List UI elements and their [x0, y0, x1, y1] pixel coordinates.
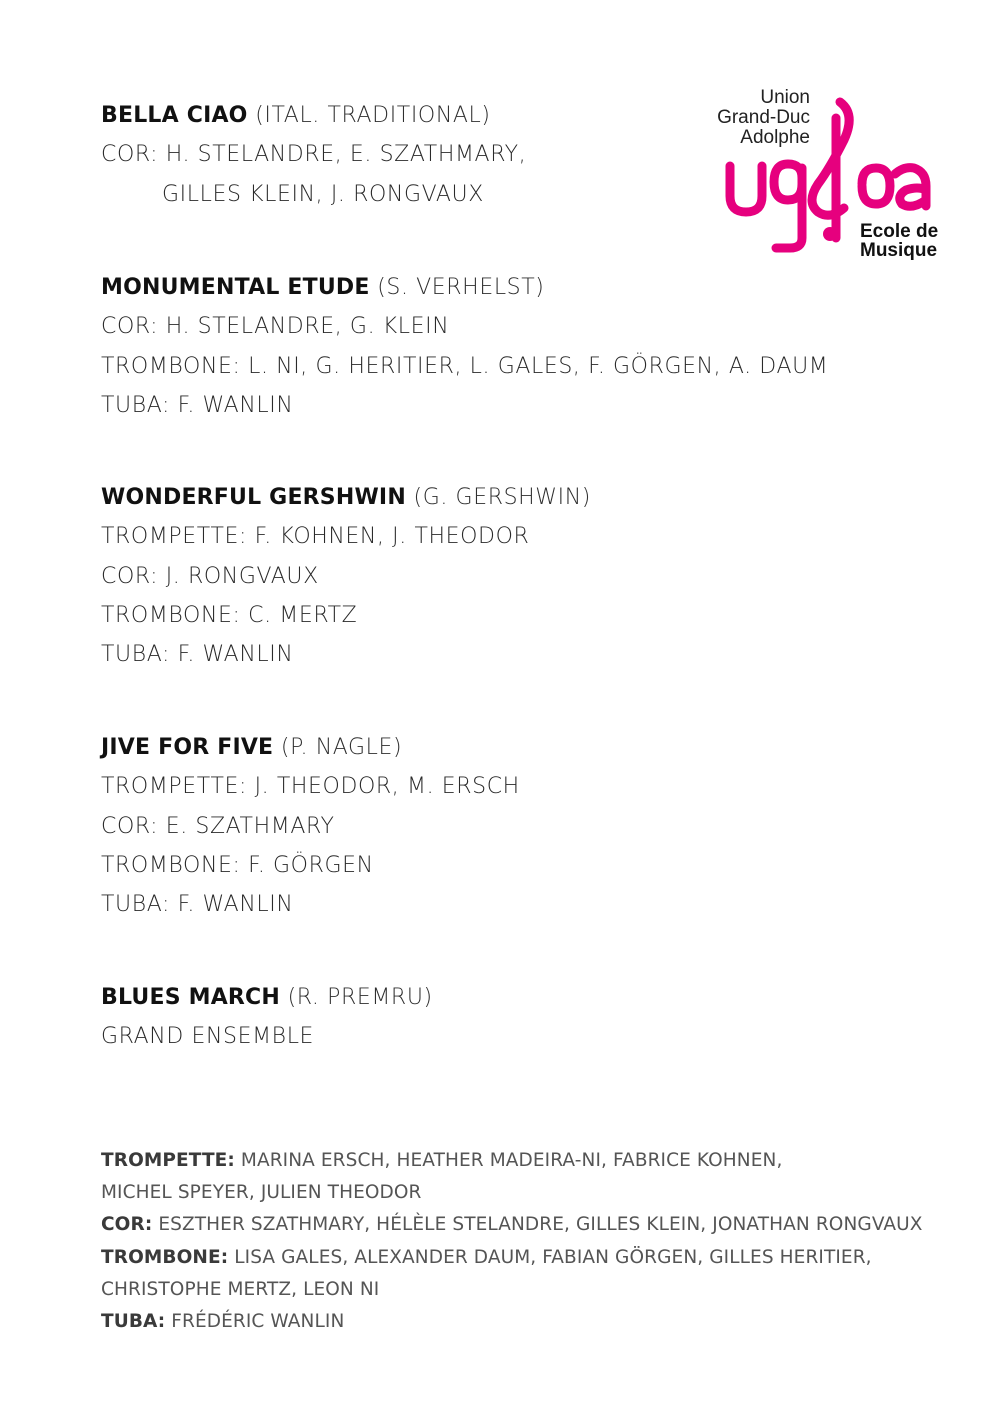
member-names: ESZTHER SZATHMARY, HÉLÈLE STELANDRE, GILLES KLEIN, JONATHAN RONGVAUX — [158, 1214, 923, 1236]
performer-line: TROMPETTE: F. KOHNEN, J. THEODOR — [101, 524, 530, 550]
piece-heading — [101, 96, 526, 135]
performer-line: COR: E. SZATHMARY — [101, 813, 335, 839]
ugda-logo — [690, 88, 960, 268]
piece-composer: (P. NAGLE) — [280, 735, 403, 760]
performer-line: TROMBONE: F. GÖRGEN — [101, 852, 374, 878]
member-names: MICHEL SPEYER, JULIEN THEODOR — [101, 1182, 422, 1204]
section-label: COR: — [101, 1214, 153, 1236]
performer-line: TUBA: F. WANLIN — [101, 392, 294, 418]
piece-heading — [101, 728, 520, 767]
member-names: FRÉDÉRIC WANLIN — [171, 1311, 345, 1333]
performer-line: COR: H. STELANDRE, E. SZATHMARY, — [101, 142, 527, 168]
section-label: TROMBONE: — [101, 1246, 229, 1268]
piece-title: WONDERFUL GERSHWIN — [101, 485, 406, 510]
piece-heading — [101, 268, 828, 307]
piece-jive-for-five — [101, 728, 520, 924]
members-trombone — [101, 1242, 923, 1274]
piece-bella-ciao — [101, 96, 526, 214]
performer-line: COR: J. RONGVAUX — [101, 563, 319, 589]
piece-composer: (ITAL. TRADITIONAL) — [255, 103, 491, 128]
performer-line: GRAND ENSEMBLE — [101, 1024, 315, 1050]
piece-monumental-etude — [101, 268, 828, 425]
performer-line: TUBA: F. WANLIN — [101, 642, 294, 668]
piece-title: BELLA CIAO — [101, 103, 248, 128]
piece-title: MONUMENTAL ETUDE — [101, 275, 370, 300]
members-trompette — [101, 1145, 923, 1177]
members-tuba — [101, 1306, 923, 1338]
logo-school-text: Ecole de Musique — [860, 221, 939, 261]
piece-composer: (G. GERSHWIN) — [413, 485, 591, 510]
piece-composer: (S. VERHELST) — [377, 275, 545, 300]
performer-line: TROMBONE: L. NI, G. HERITIER, L. GALES, F. GÖRGEN, A. DAUM — [101, 353, 829, 379]
piece-title: JIVE FOR FIVE — [101, 735, 274, 760]
performer-line: COR: H. STELANDRE, G. KLEIN — [101, 314, 450, 340]
piece-composer: (R. PREMRU) — [287, 985, 433, 1010]
members-cor — [101, 1209, 923, 1241]
performer-line: TROMBONE: C. MERTZ — [101, 602, 358, 628]
piece-heading — [101, 978, 433, 1017]
member-names: MARINA ERSCH, HEATHER MADEIRA-NI, FABRICE KOHNEN, — [240, 1150, 783, 1171]
performer-line: TROMPETTE: J. THEODOR, M. ERSCH — [101, 774, 520, 800]
member-names: CHRISTOPHE MERTZ, LEON NI — [101, 1278, 380, 1300]
piece-heading — [101, 478, 591, 517]
section-label: TROMPETTE: — [101, 1150, 235, 1171]
piece-title: BLUES MARCH — [101, 985, 281, 1010]
piece-wonderful-gershwin — [101, 478, 591, 674]
performer-line: GILLES KLEIN, J. RONGVAUX — [162, 181, 484, 207]
logo-union-text: Union Grand-Duc Adolphe — [717, 87, 810, 148]
piece-blues-march — [101, 978, 433, 1057]
ensemble-members — [101, 1145, 923, 1338]
performer-line: TUBA: F. WANLIN — [101, 892, 294, 918]
section-label: TUBA: — [101, 1311, 166, 1333]
member-names: LISA GALES, ALEXANDER DAUM, FABIAN GÖRGEN, GILLES HERITIER, — [234, 1246, 872, 1268]
